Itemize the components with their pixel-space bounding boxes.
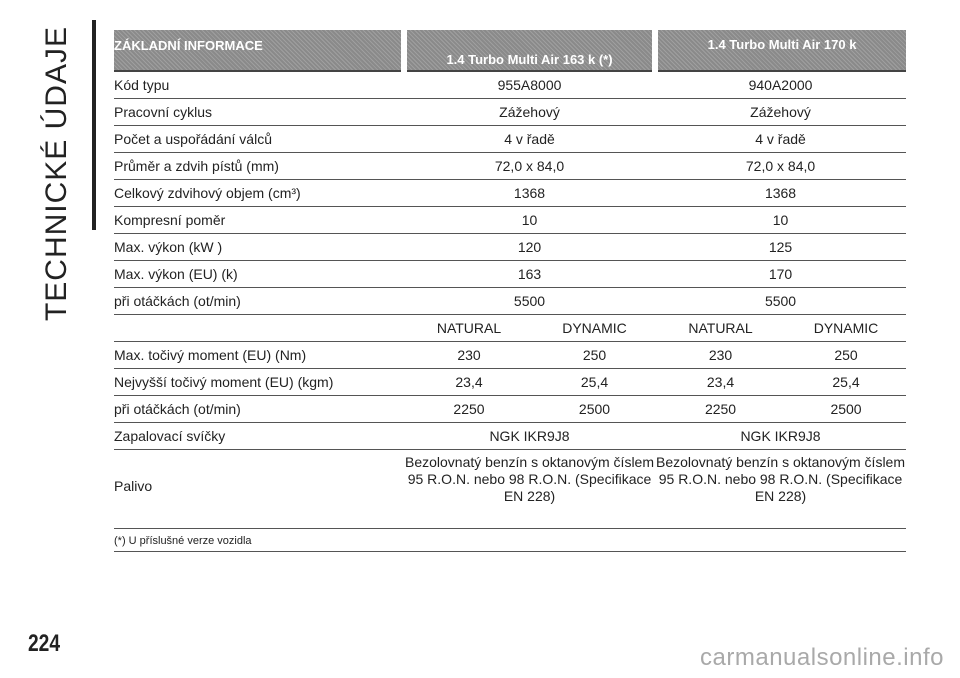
cell-value: 25,4: [534, 369, 655, 396]
cell-value: 940A2000: [655, 71, 906, 99]
table-row: [114, 450, 906, 529]
table-row: [114, 261, 906, 288]
table-row: [114, 396, 906, 423]
section-title-text: TECHNICKÉ ÚDAJE: [40, 26, 73, 322]
cell-value: 5500: [655, 288, 906, 315]
cell-value: 23,4: [404, 369, 534, 396]
footnote-row: [114, 529, 906, 552]
cell-value: 2250: [655, 396, 786, 423]
footnote: (*) U příslušné verze vozidla: [114, 529, 906, 552]
page-number: 224: [28, 630, 61, 657]
header-engine-163: 1.4 Turbo Multi Air 163 k (*): [404, 30, 655, 71]
cell-value: 4 v řadě: [404, 126, 655, 153]
mode-dynamic-label: DYNAMIC: [534, 315, 655, 342]
table-row: [114, 369, 906, 396]
cell-value: 250: [786, 342, 906, 369]
table-row: [114, 288, 906, 315]
cell-value: 250: [534, 342, 655, 369]
table-row: [114, 99, 906, 126]
mode-natural-label: NATURAL: [404, 315, 534, 342]
cell-value: 10: [655, 207, 906, 234]
row-label: Nejvyšší točivý moment (EU) (kgm): [114, 369, 404, 396]
cell-value: 1368: [404, 180, 655, 207]
cell-value: 10: [404, 207, 655, 234]
cell-value: 23,4: [655, 369, 786, 396]
cell-value: NGK IKR9J8: [404, 423, 655, 450]
cell-value: 4 v řadě: [655, 126, 906, 153]
row-label: Průměr a zdvih pístů (mm): [114, 153, 404, 180]
engine-spec-table: [114, 30, 906, 552]
cell-value: Bezolovnatý benzín s oktanovým číslem 95 R.O.N. nebo 98 R.O.N. (Specifikace EN 228): [404, 450, 655, 529]
cell-value: 2250: [404, 396, 534, 423]
table-row: [114, 207, 906, 234]
cell-value: 163: [404, 261, 655, 288]
cell-value: 2500: [786, 396, 906, 423]
table-row: [114, 126, 906, 153]
cell-value: 230: [404, 342, 534, 369]
row-label: Max. výkon (kW ): [114, 234, 404, 261]
cell-value: 5500: [404, 288, 655, 315]
row-label: při otáčkách (ot/min): [114, 396, 404, 423]
table-row: [114, 342, 906, 369]
row-label: Zapalovací svíčky: [114, 423, 404, 450]
row-label: Pracovní cyklus: [114, 99, 404, 126]
mode-natural-label: NATURAL: [655, 315, 786, 342]
cell-value: 230: [655, 342, 786, 369]
cell-value: 955A8000: [404, 71, 655, 99]
cell-value: 170: [655, 261, 906, 288]
table-row: [114, 180, 906, 207]
cell-value: 72,0 x 84,0: [404, 153, 655, 180]
row-label: Kód typu: [114, 71, 404, 99]
table-row: [114, 71, 906, 99]
row-label: Max. točivý moment (EU) (Nm): [114, 342, 404, 369]
header-engine-170: 1.4 Turbo Multi Air 170 k: [655, 30, 906, 71]
row-label: Celkový zdvihový objem (cm³): [114, 180, 404, 207]
cell-value: Zážehový: [655, 99, 906, 126]
cell-value: 120: [404, 234, 655, 261]
mode-header-row: [114, 315, 906, 342]
section-title: [28, 26, 86, 322]
table-header-row: [114, 30, 906, 71]
header-basic-info: ZÁKLADNÍ INFORMACE: [114, 30, 404, 71]
table-row: [114, 153, 906, 180]
section-rule: [92, 20, 96, 230]
row-label: Kompresní poměr: [114, 207, 404, 234]
row-label: při otáčkách (ot/min): [114, 288, 404, 315]
row-label: Max. výkon (EU) (k): [114, 261, 404, 288]
row-label: Palivo: [114, 450, 404, 529]
row-label: [114, 315, 404, 342]
cell-value: NGK IKR9J8: [655, 423, 906, 450]
cell-value: 72,0 x 84,0: [655, 153, 906, 180]
mode-dynamic-label: DYNAMIC: [786, 315, 906, 342]
cell-value: 125: [655, 234, 906, 261]
cell-value: Bezolovnatý benzín s oktanovým číslem 95 R.O.N. nebo 98 R.O.N. (Specifikace EN 228): [655, 450, 906, 529]
table-row: [114, 423, 906, 450]
row-label: Počet a uspořádání válců: [114, 126, 404, 153]
cell-value: Zážehový: [404, 99, 655, 126]
cell-value: 25,4: [786, 369, 906, 396]
table-row: [114, 234, 906, 261]
cell-value: 2500: [534, 396, 655, 423]
watermark: carmanualsonline.info: [700, 644, 944, 671]
cell-value: 1368: [655, 180, 906, 207]
